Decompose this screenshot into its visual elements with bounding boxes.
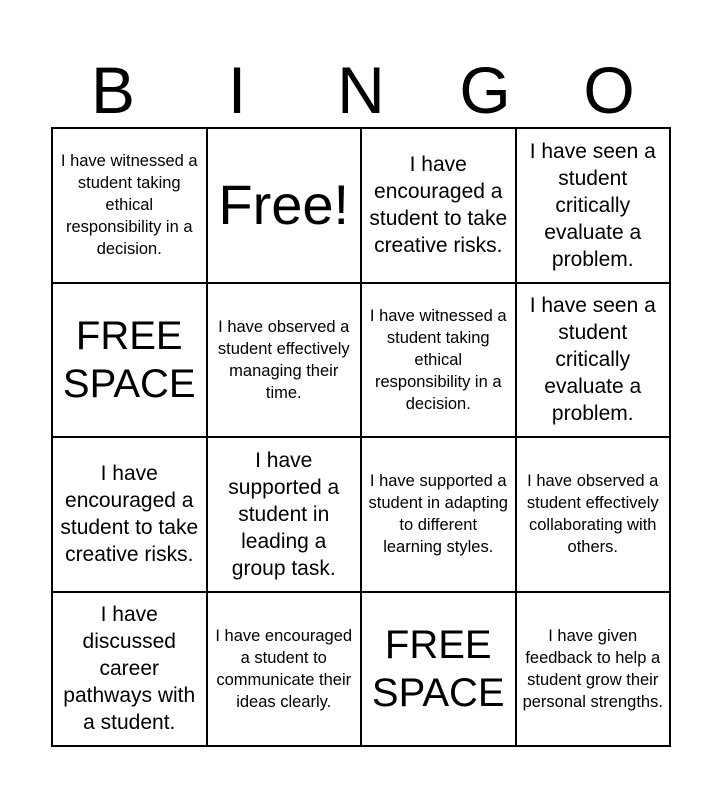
bingo-cell-r3c4[interactable]	[516, 437, 671, 592]
bingo-cell-text: I have encouraged a student to communicate their ideas clearly.	[215, 626, 353, 711]
header-letter-i: I	[227, 53, 247, 127]
bingo-cell-text: FREE SPACE	[62, 313, 196, 406]
bingo-cell-r2c2[interactable]	[207, 283, 362, 438]
header-letter-g: G	[459, 53, 511, 127]
bingo-header	[51, 52, 671, 128]
bingo-cell-r1c4[interactable]	[516, 128, 671, 283]
header-letter-o: O	[583, 53, 635, 127]
bingo-cell-text: I have supported a student in adapting to different learning styles.	[368, 472, 508, 557]
bingo-card-grid	[51, 127, 671, 747]
bingo-cell-text: I have observed a student effectively managing their time.	[217, 317, 350, 402]
bingo-cell-r1c2[interactable]	[207, 128, 362, 283]
bingo-cell-text: I have witnessed a student taking ethical responsibility in a decision.	[60, 152, 198, 259]
bingo-cell-text: I have supported a student in leading a group task.	[228, 448, 340, 580]
bingo-cell-text: Free!	[218, 173, 350, 237]
bingo-cell-r1c1[interactable]	[52, 128, 207, 283]
bingo-cell-text: I have discussed career pathways with a student.	[63, 603, 196, 735]
bingo-cell-r2c3[interactable]	[361, 283, 516, 438]
bingo-cell-text: I have encouraged a student to take creative risks.	[369, 153, 508, 258]
bingo-cell-r3c1[interactable]	[52, 437, 207, 592]
bingo-cell-text: I have observed a student effectively collaborating with others.	[526, 472, 659, 557]
bingo-cell-text: I have encouraged a student to take creative risks.	[60, 462, 199, 567]
bingo-cell-r1c3[interactable]	[361, 128, 516, 283]
bingo-cell-r3c3[interactable]	[361, 437, 516, 592]
bingo-cell-text: I have seen a student critically evaluate a problem.	[529, 294, 656, 426]
bingo-cell-r4c3[interactable]	[361, 592, 516, 747]
bingo-cell-r2c4[interactable]	[516, 283, 671, 438]
bingo-cell-r4c4[interactable]	[516, 592, 671, 747]
header-letter-n: N	[337, 53, 385, 127]
bingo-cell-r3c2[interactable]	[207, 437, 362, 592]
bingo-cell-text: I have seen a student critically evaluate a problem.	[529, 139, 656, 271]
bingo-cell-text: I have given feedback to help a student grow their personal strengths.	[522, 626, 663, 711]
bingo-cell-text: I have witnessed a student taking ethical responsibility in a decision.	[369, 306, 507, 413]
header-letter-b: B	[90, 53, 136, 127]
bingo-cell-r2c1[interactable]	[52, 283, 207, 438]
bingo-cell-r4c2[interactable]	[207, 592, 362, 747]
bingo-cell-text: FREE SPACE	[371, 622, 505, 715]
bingo-cell-r4c1[interactable]	[52, 592, 207, 747]
